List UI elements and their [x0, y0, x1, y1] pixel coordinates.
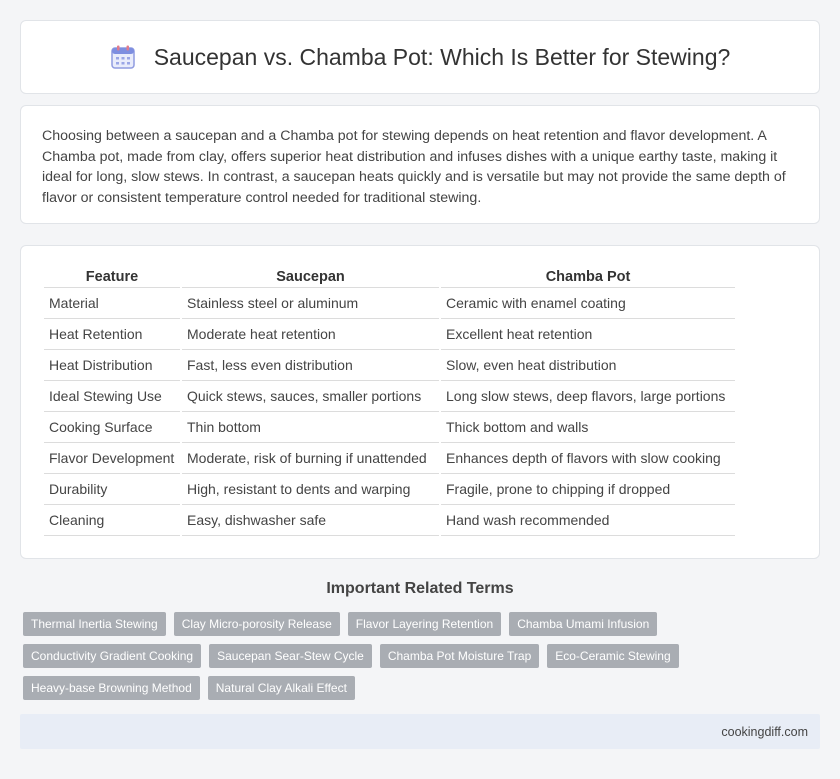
table-cell: Heat Distribution — [44, 350, 180, 381]
related-terms-list — [23, 612, 683, 700]
table-cell: Ideal Stewing Use — [44, 381, 180, 412]
table-cell: Stainless steel or aluminum — [182, 288, 439, 319]
table-cell: Cleaning — [44, 505, 180, 536]
page-title: Saucepan vs. Chamba Pot: Which Is Better for Stewing? — [153, 43, 731, 70]
table-cell: Enhances depth of flavors with slow cooking — [441, 443, 735, 474]
intro-paragraph: Choosing between a saucepan and a Chamba pot for stewing depends on heat retention and flavor development. A Chamba pot, made from clay, offers superior heat distribution and infuses dishes with a unique earthy taste, making it ideal for long, slow stews. In contrast, a saucepan heats quickly and is versatile but may not provide the same depth of flavor or consistent temperature control needed for traditional stewing. — [42, 128, 786, 206]
table-cell: Moderate, risk of burning if unattended — [182, 443, 439, 474]
table-cell: Quick stews, sauces, smaller portions — [182, 381, 439, 412]
header-card — [20, 20, 820, 94]
comparison-card — [20, 245, 820, 559]
table-row — [44, 319, 735, 350]
table-cell: Hand wash recommended — [441, 505, 735, 536]
related-terms-title: Important Related Terms — [326, 580, 514, 597]
table-row — [44, 288, 735, 319]
related-term-tag[interactable]: Flavor Layering Retention — [348, 612, 501, 636]
table-row — [44, 505, 735, 536]
related-term-tag[interactable]: Eco-Ceramic Stewing — [547, 644, 678, 668]
site-link[interactable]: cookingdiff.com — [721, 724, 808, 739]
column-header-feature: Feature — [44, 266, 180, 288]
table-cell: Material — [44, 288, 180, 319]
table-cell: Excellent heat retention — [441, 319, 735, 350]
column-header-chamba-pot: Chamba Pot — [441, 266, 735, 288]
related-term-tag[interactable]: Saucepan Sear-Stew Cycle — [209, 644, 372, 668]
table-cell: Ceramic with enamel coating — [441, 288, 735, 319]
table-cell: Flavor Development — [44, 443, 180, 474]
table-row — [44, 412, 735, 443]
header — [110, 44, 731, 71]
related-term-tag[interactable]: Clay Micro-porosity Release — [174, 612, 340, 636]
table-cell: Moderate heat retention — [182, 319, 439, 350]
intro-card — [20, 105, 820, 224]
related-term-tag[interactable]: Conductivity Gradient Cooking — [23, 644, 201, 668]
table-row — [44, 381, 735, 412]
table-cell: Thick bottom and walls — [441, 412, 735, 443]
table-row — [44, 474, 735, 505]
related-term-tag[interactable]: Natural Clay Alkali Effect — [208, 676, 355, 700]
related-term-tag[interactable]: Chamba Umami Infusion — [509, 612, 657, 636]
table-row — [44, 443, 735, 474]
table-cell: Slow, even heat distribution — [441, 350, 735, 381]
table-cell: High, resistant to dents and warping — [182, 474, 439, 505]
table-cell: Long slow stews, deep flavors, large portions — [441, 381, 735, 412]
column-header-saucepan: Saucepan — [182, 266, 439, 288]
related-term-tag[interactable]: Chamba Pot Moisture Trap — [380, 644, 539, 668]
table-cell: Easy, dishwasher safe — [182, 505, 439, 536]
table-header-row — [44, 266, 735, 288]
table-row — [44, 350, 735, 381]
table-cell: Cooking Surface — [44, 412, 180, 443]
table-cell: Fast, less even distribution — [182, 350, 439, 381]
table-cell: Heat Retention — [44, 319, 180, 350]
footer — [20, 714, 820, 749]
table-cell: Durability — [44, 474, 180, 505]
calendar-icon — [110, 44, 136, 70]
table-cell: Fragile, prone to chipping if dropped — [441, 474, 735, 505]
table-cell: Thin bottom — [182, 412, 439, 443]
related-term-tag[interactable]: Heavy-base Browning Method — [23, 676, 200, 700]
related-term-tag[interactable]: Thermal Inertia Stewing — [23, 612, 166, 636]
comparison-table — [42, 266, 737, 536]
